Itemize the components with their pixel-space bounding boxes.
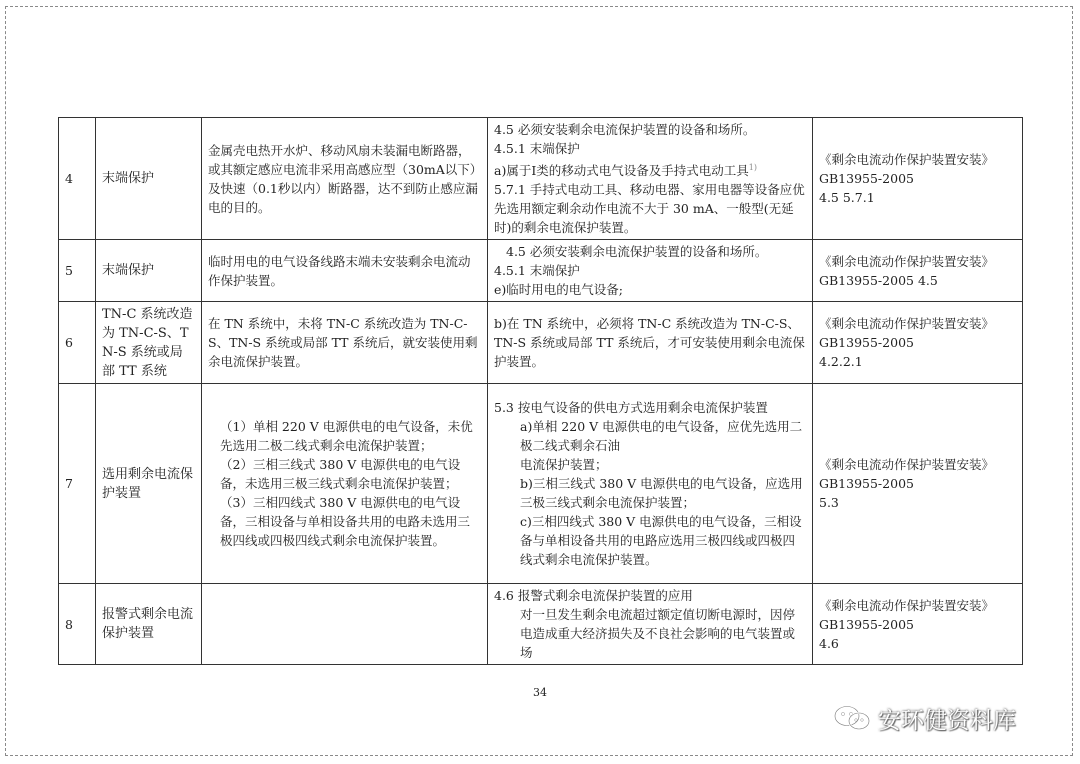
item-cell: TN-C 系统改造为 TN-C-S、TN-S 系统或局部 TT 系统 (96, 302, 202, 384)
standard-cell (813, 118, 1023, 240)
problem-cell (202, 584, 488, 665)
requirement-line: 5.7.1 手持式电动工具、移动电器、家用电器等设备应优先选用额定剩余动作电流不大于 30 mA、一般型(无延时)的剩余电流保护装置。 (494, 182, 805, 236)
standard-title: 《剩余电流动作保护装置安装》 (819, 316, 995, 332)
problem-cell: 在 TN 系统中，未将 TN-C 系统改造为 TN-C-S、TN-S 系统或局部 TT 系统后，就安装使用剩余电流保护装置。 (202, 302, 488, 384)
requirement-line: 5.3 按电气设备的供电方式选用剩余电流保护装置 (494, 400, 768, 416)
row-number: 8 (59, 584, 96, 665)
table-row (59, 118, 1023, 240)
table-row (59, 240, 1023, 302)
standard-code: GB13955-2005 4.5 (819, 272, 938, 288)
requirement-line: 电流保护装置； (520, 457, 608, 473)
problem-cell (202, 384, 488, 584)
standards-table (58, 117, 1023, 665)
standard-title: 《剩余电流动作保护装置安装》 (819, 457, 995, 473)
requirement-line: 4.5 必须安装剩余电流保护装置的设备和场所。 (506, 244, 768, 260)
row-number: 4 (59, 118, 96, 240)
page-number: 34 (533, 686, 547, 699)
standard-cell (813, 584, 1023, 665)
watermark-text: 安环健资料库 (878, 707, 1016, 734)
standard-cell (813, 240, 1023, 302)
watermark (832, 702, 1016, 734)
standard-clause: 4.5 5.7.1 (819, 190, 875, 206)
requirement-line: 对一旦发生剩余电流超过额定值切断电源时，因停电造成重大经济损失及不良社会影响的电气装置或场 (520, 607, 796, 661)
problem-line: （3）三相四线式 380 V 电源供电的电气设备，三相设备与单相设备共用的电路未选用三极四线或四极四线式剩余电流保护装置。 (220, 495, 471, 549)
standard-title: 《剩余电流动作保护装置安装》 (819, 253, 995, 269)
item-cell: 末端保护 (96, 240, 202, 302)
wechat-icon (832, 704, 872, 732)
requirement-line: 4.5.1 末端保护 (494, 263, 580, 279)
problem-line: （2）三相三线式 380 V 电源供电的电气设备，未选用三极三线式剩余电流保护装置； (220, 457, 461, 492)
item-cell: 末端保护 (96, 118, 202, 240)
table-row (59, 584, 1023, 665)
standard-code: GB13955-2005 (819, 476, 914, 492)
requirement-line: b)三相三线式 380 V 电源供电的电气设备，应选用三极三线式剩余电流保护装置； (520, 476, 803, 511)
problem-cell: 临时用电的电气设备线路末端未安装剩余电流动作保护装置。 (202, 240, 488, 302)
requirement-line: c)三相四线式 380 V 电源供电的电气设备，三相设备与单相设备共用的电路应选用三极四线或四极四线式剩余电流保护装置。 (520, 514, 802, 568)
item-cell: 选用剩余电流保护装置 (96, 384, 202, 584)
requirement-line: 4.5.1 末端保护 (494, 141, 580, 156)
requirement-line: a)单相 220 V 电源供电的电气设备，应优先选用二极二线式剩余石油 (520, 419, 803, 454)
requirement-line: e)临时用电的电气设备; (494, 282, 623, 298)
standard-title: 《剩余电流动作保护装置安装》 (819, 597, 995, 613)
requirement-cell (488, 240, 813, 302)
requirement-line: a)属于Ⅰ类的移动式电气设备及手持式电动工具$^{1)}$ (494, 163, 757, 179)
requirement-line: 4.5 必须安装剩余电流保护装置的设备和场所。 (494, 122, 756, 137)
table-row (59, 384, 1023, 584)
standard-clause: 4.2.2.1 (819, 354, 863, 370)
row-number: 6 (59, 302, 96, 384)
requirement-line: 4.6 报警式剩余电流保护装置的应用 (494, 588, 693, 604)
standard-cell (813, 302, 1023, 384)
problem-cell: 金属壳电热开水炉、移动风扇未装漏电断路器，或其额定感应电流非采用高感应型（30mA以下）及快速（0.1秒以内）断路器，达不到防止感应漏电的目的。 (202, 118, 488, 240)
row-number: 5 (59, 240, 96, 302)
table-row (59, 302, 1023, 384)
requirement-line: b)在 TN 系统中，必须将 TN-C 系统改造为 TN-C-S、TN-S 系统或局部 TT 系统后，才可安装使用剩余电流保护装置。 (494, 316, 805, 370)
standard-cell (813, 384, 1023, 584)
requirement-cell (488, 384, 813, 584)
standard-code: GB13955-2005 (819, 335, 914, 351)
standard-code: GB13955-2005 (819, 171, 914, 187)
requirement-cell (488, 584, 813, 665)
problem-line: （1）单相 220 V 电源供电的电气设备，未优先选用二极二线式剩余电流保护装置； (220, 419, 473, 454)
requirement-cell (488, 118, 813, 240)
standard-clause: 5.3 (819, 495, 839, 511)
standard-title: 《剩余电流动作保护装置安装》 (819, 152, 995, 168)
footnote-mark: 1) (748, 163, 757, 172)
item-cell: 报警式剩余电流保护装置 (96, 584, 202, 665)
standard-code: GB13955-2005 (819, 616, 914, 632)
row-number: 7 (59, 384, 96, 584)
standard-clause: 4.6 (819, 635, 839, 651)
requirement-cell (488, 302, 813, 384)
